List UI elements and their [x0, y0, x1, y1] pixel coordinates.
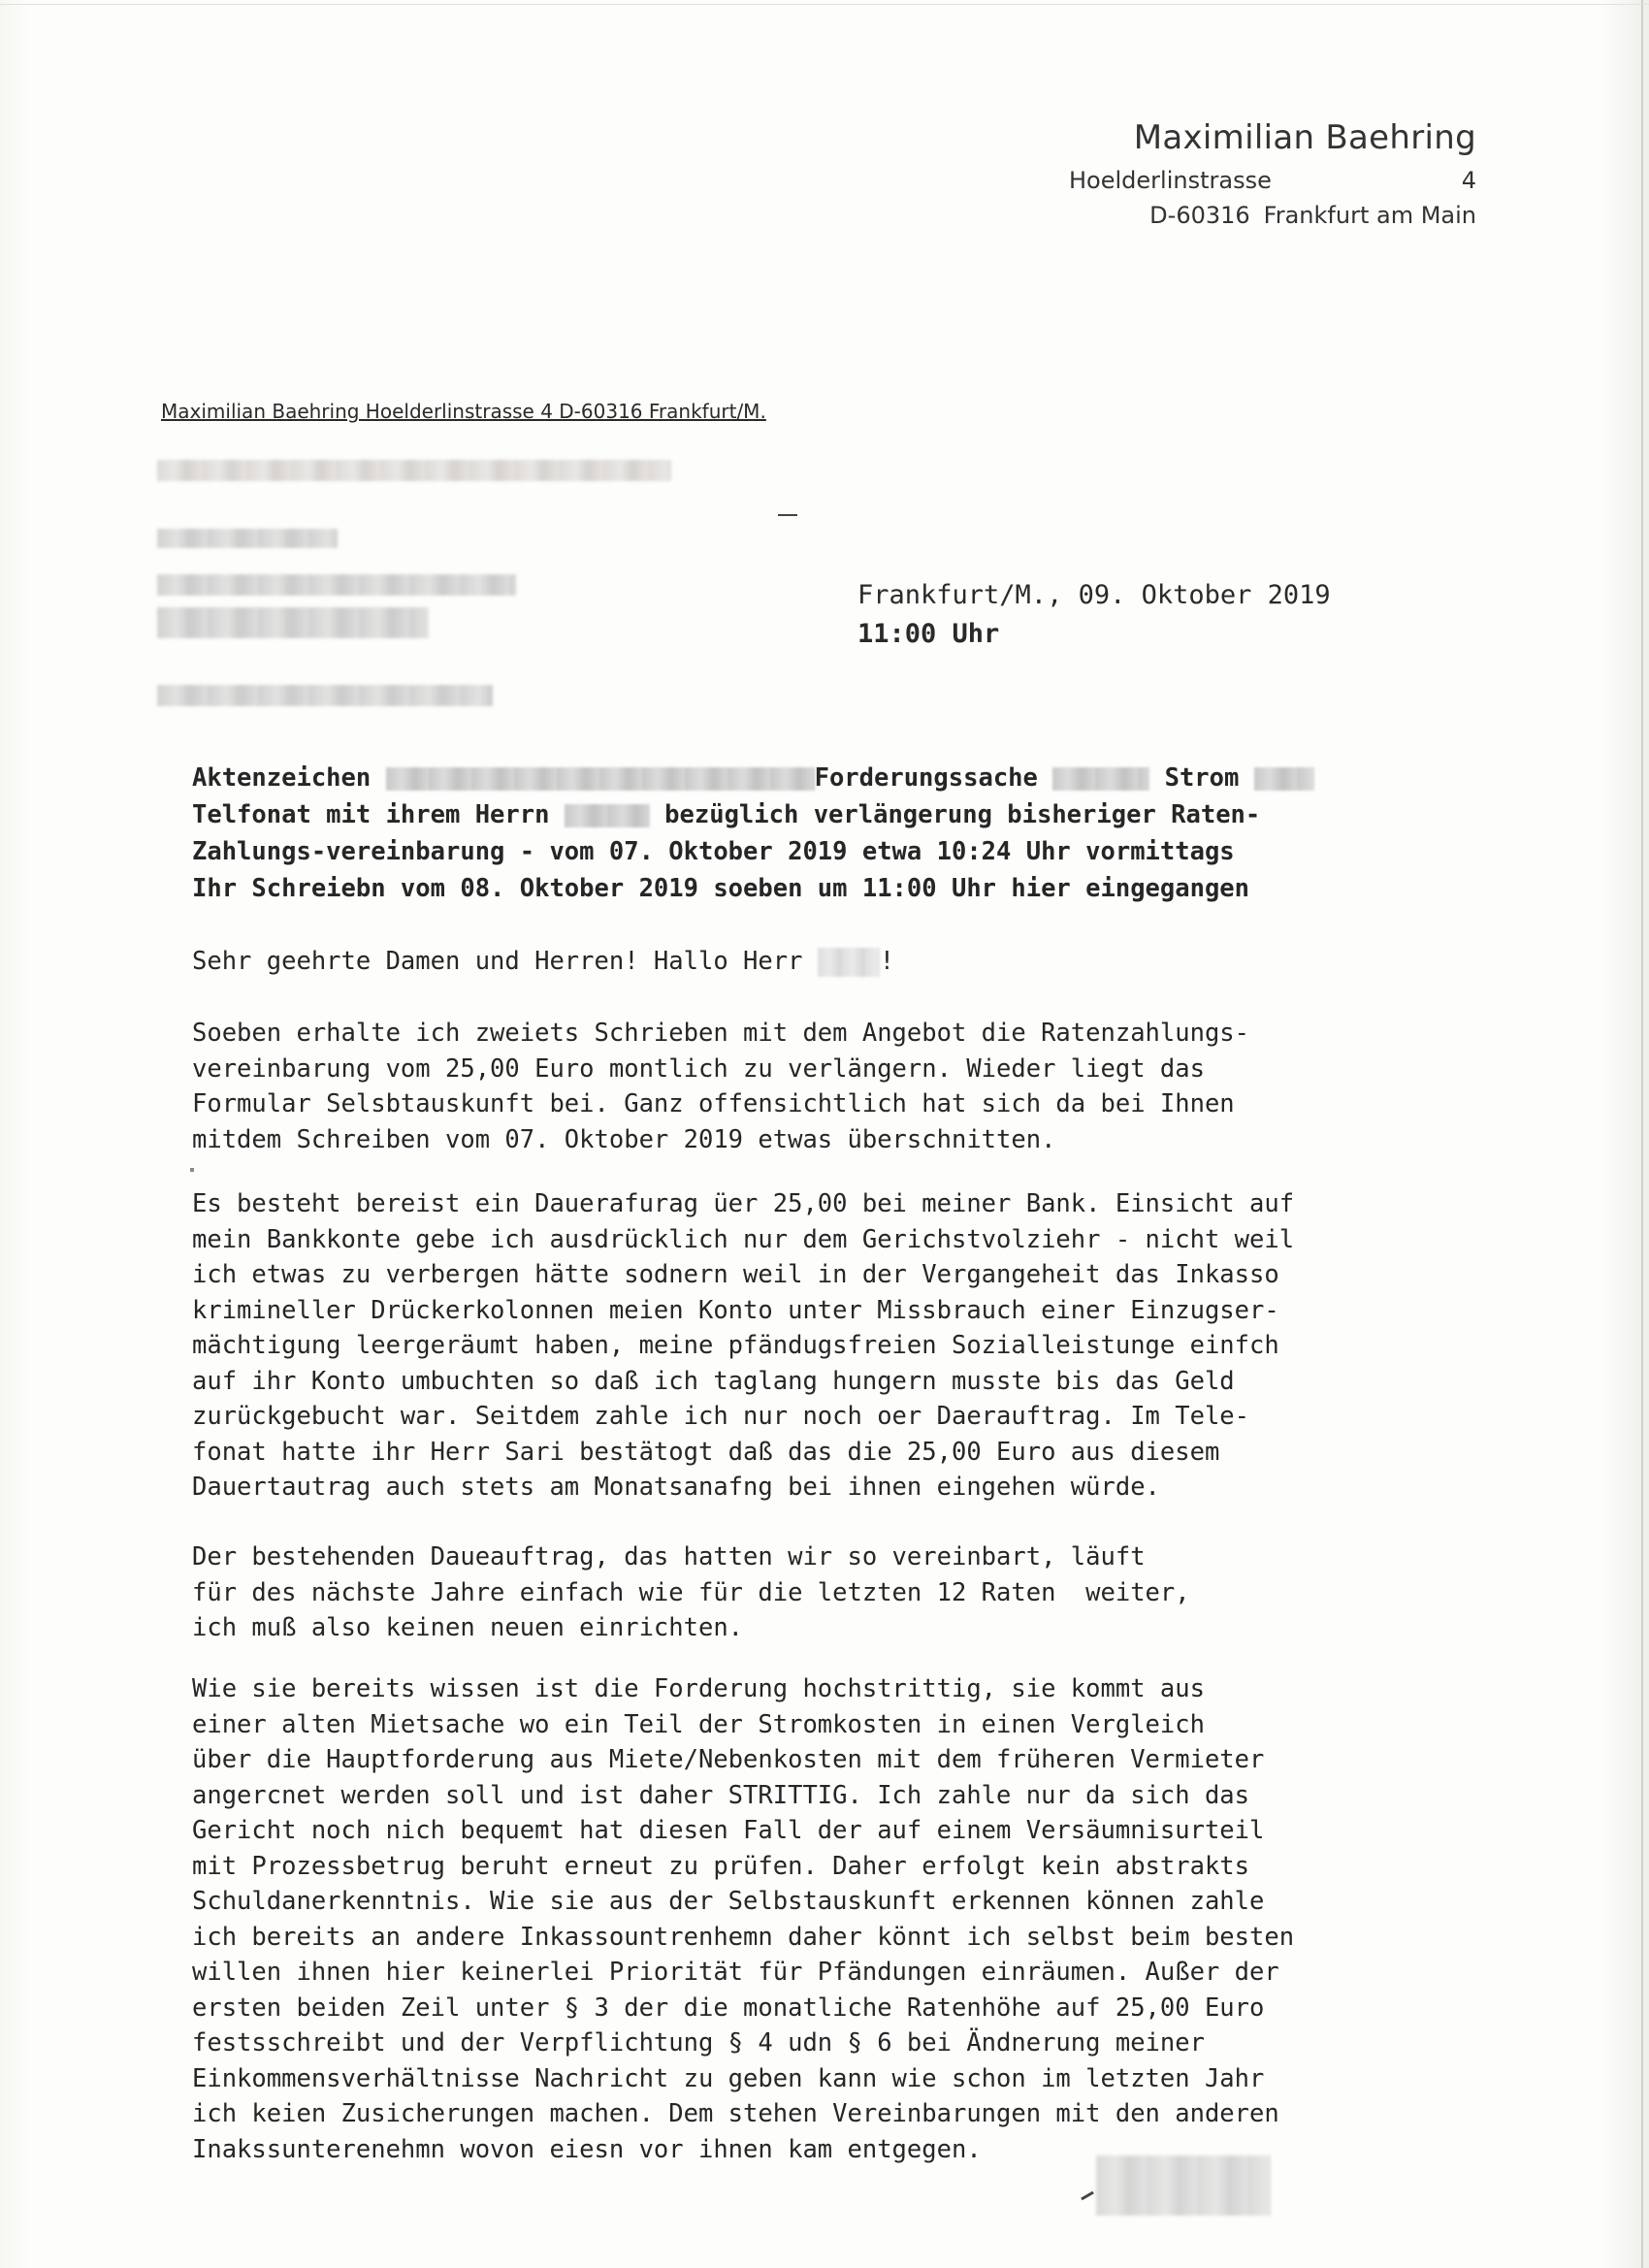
text-line: willen ihnen hier keinerlei Priorität für Pfändungen einräumen. Außer der	[192, 1958, 1279, 1987]
letterhead	[1069, 118, 1476, 229]
text-line: krimineller Drückerkolonnen meien Konto unter Missbrauch einer Einzugser-	[192, 1295, 1279, 1325]
text-line: mitdem Schreiben vom 07. Oktober 2019 etwas überschnitten.	[192, 1124, 1056, 1154]
text-line: Formular Selsbtauskunft bei. Ganz offensichtlich hat sich da bei Ihnen	[192, 1089, 1235, 1118]
text-line: ich bereits an andere Inkassountrenhemn daher könnt ich selbst beim besten	[192, 1922, 1295, 1952]
subject-line-2	[192, 796, 1463, 833]
letterhead-city: Frankfurt am Main	[1263, 202, 1476, 229]
greeting	[192, 944, 1472, 980]
subject-strom-label: Strom	[1149, 763, 1254, 793]
letterhead-number: 4	[1461, 167, 1476, 194]
redacted-signature	[1096, 2155, 1271, 2216]
letterhead-postal: D-60316	[1149, 202, 1250, 229]
date-block	[857, 576, 1331, 654]
letterhead-street: Hoelderlinstrasse	[1069, 167, 1272, 194]
paragraph-3	[192, 1539, 1472, 1646]
text-line: auf ihr Konto umbuchten so daß ich taglang hungern musste bis das Geld	[192, 1366, 1235, 1396]
greeting-text: Sehr geehrte Damen und Herren! Hallo Herr	[192, 947, 818, 976]
redacted-contact-name	[565, 804, 650, 827]
paragraph-1	[192, 1016, 1472, 1157]
redacted-recipient-line-3	[157, 574, 516, 596]
text-line: mächtigung leergeräumt haben, meine pfändugsfreien Sozialleistunge einfch	[192, 1331, 1279, 1360]
text-line: ich muß also keinen neuen einrichten.	[192, 1613, 744, 1642]
redacted-greeting-name	[818, 948, 880, 977]
redacted-recipient-line-4	[157, 607, 429, 638]
redacted-reference-number	[386, 767, 815, 791]
sender-return-line: Maximilian Baehring Hoelderlinstrasse 4 D-60316 Frankfurt/M.	[161, 400, 766, 423]
text-line: Soeben erhalte ich zweiets Schrieben mit dem Angebot die Ratenzahlungs-	[192, 1019, 1250, 1048]
redacted-recipient-line-5	[157, 685, 493, 706]
scan-edge-top	[0, 4, 1649, 5]
text-line: mit Prozessbetrug beruht erneut zu prüfen. Daher erfolgt kein abstrakts	[192, 1851, 1250, 1881]
greeting-exclamation: !	[879, 947, 895, 976]
redacted-company-suffix	[1254, 767, 1314, 791]
text-line: Dauertautrag auch stets am Monatsanafng bei ihnen eingehen würde.	[192, 1473, 1160, 1502]
text-line: zurückgebucht war. Seitdem zahle ich nur noch oer Daerauftrag. Im Tele-	[192, 1402, 1250, 1431]
subject-line-4: Ihr Schreiebn vom 08. Oktober 2019 soeben um 11:00 Uhr hier eingegangen	[192, 874, 1250, 903]
text-line: Einkommensverhältnisse Nachricht zu geben kann wie schon im letzten Jahr	[192, 2063, 1265, 2093]
text-line: mein Bankkonte gebe ich ausdrücklich nur dem Gerichstvolziehr - nicht weil	[192, 1224, 1295, 1254]
text-line: Es besteht bereist ein Dauerafurag üer 25,00 bei meiner Bank. Einsicht auf	[192, 1189, 1295, 1218]
text-line: ich etwas zu verbergen hätte sodnern weil in der Vergangeheit das Inkasso	[192, 1260, 1279, 1289]
subject-claim-label: Forderungssache	[814, 763, 1053, 793]
subject-call-label: Telfonat mit ihrem Herrn	[192, 800, 565, 829]
letterhead-name: Maximilian Baehring	[1133, 118, 1476, 157]
subject-regarding-text: bezüglich verlängerung bisheriger Raten-	[649, 800, 1261, 829]
text-line: ersten beiden Zeil unter § 3 der die monatliche Ratenhöhe auf 25,00 Euro	[192, 1993, 1265, 2023]
text-line: ich keien Zusicherungen machen. Dem stehen Vereinbarungen mit den anderen	[192, 2099, 1279, 2128]
subject-block	[192, 760, 1463, 907]
text-line: Wie sie bereits wissen ist die Forderung hochstrittig, sie kommt aus	[192, 1674, 1205, 1703]
redacted-recipient-line-1	[157, 460, 671, 481]
letterhead-street-line	[1069, 167, 1476, 194]
redacted-recipient-line-2	[157, 529, 338, 548]
text-line: Der bestehenden Daueauftrag, das hatten wir so vereinbart, läuft	[192, 1542, 1146, 1571]
subject-line-1	[192, 760, 1463, 796]
place-date: Frankfurt/M., 09. Oktober 2019	[857, 580, 1331, 610]
subject-line-3: Zahlungs-vereinbarung - vom 07. Oktober 2019 etwa 10:24 Uhr vormittags	[192, 837, 1235, 866]
text-line: Inakssunterenehmn wovon eiesn vor ihnen kam entgegen.	[192, 2134, 982, 2164]
text-line: angercnet werden soll und ist daher STRITTIG. Ich zahle nur da sich das	[192, 1780, 1250, 1810]
text-line: vereinbarung vom 25,00 Euro montlich zu verlängern. Wieder liegt das	[192, 1053, 1205, 1084]
redacted-company-name	[1052, 767, 1149, 791]
scan-speck	[190, 1168, 194, 1172]
text-line: Schuldanerkenntnis. Wie sie aus der Selbstauskunft erkennen können zahle	[192, 1887, 1265, 1916]
scan-speck	[778, 514, 797, 516]
paragraph-2	[192, 1186, 1472, 1506]
text-line: Gericht noch nich bequemt hat diesen Fall der auf einem Versäumnisurteil	[192, 1816, 1265, 1845]
text-line: fonat hatte ihr Herr Sari bestätogt daß das die 25,00 Euro aus diesem	[192, 1437, 1220, 1467]
letterhead-city-line	[1069, 202, 1476, 229]
text-line: festsschreibt und der Verpflichtung § 4 udn § 6 bei Ändnerung meiner	[192, 2028, 1205, 2057]
paragraph-4	[192, 1671, 1472, 2167]
text-line: einer alten Mietsache wo ein Teil der Stromkosten in einen Vergleich	[192, 1709, 1205, 1739]
scan-edge	[1641, 0, 1643, 2268]
time: 11:00 Uhr	[857, 619, 1000, 649]
subject-reference-label: Aktenzeichen	[192, 763, 386, 793]
text-line: für des nächste Jahre einfach wie für die letzten 12 Raten weiter,	[192, 1577, 1190, 1607]
text-line: über die Hauptforderung aus Miete/Nebenkosten mit dem früheren Vermieter	[192, 1745, 1265, 1774]
